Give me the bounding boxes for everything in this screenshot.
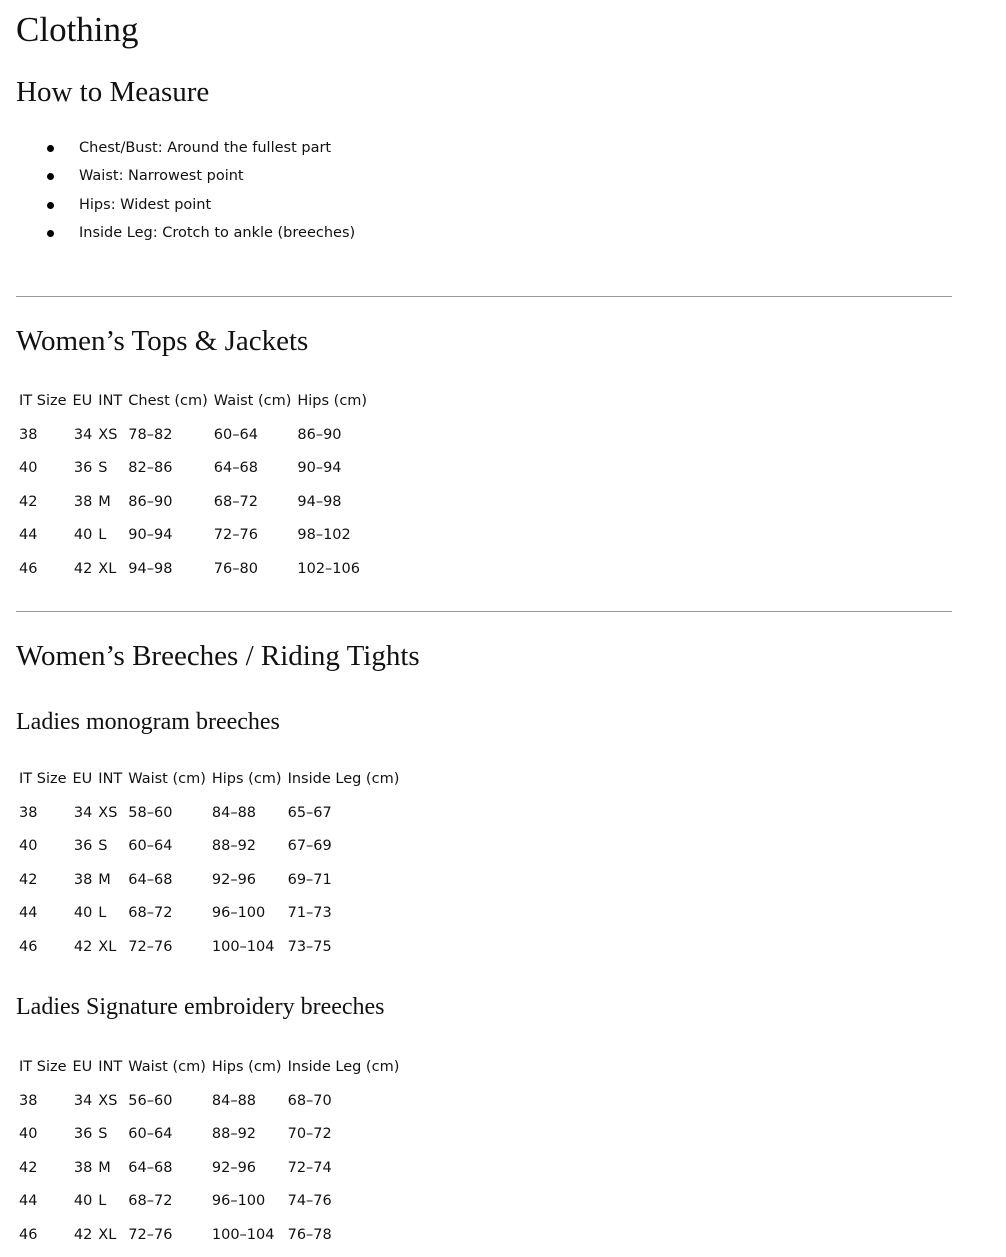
section-divider	[16, 296, 952, 297]
table-cell: 68–72	[128, 1193, 173, 1209]
table-cell: 86–90	[297, 426, 342, 443]
table-cell: L	[98, 905, 107, 921]
table-cell: 38	[73, 871, 93, 888]
table-cell: 86–90	[128, 493, 173, 510]
table-cell: 42	[73, 1226, 93, 1243]
monogram-breeches-heading: Ladies monogram breeches	[16, 709, 280, 735]
table-cell: 84–88	[211, 804, 257, 821]
table-cell: 82–86	[128, 460, 173, 476]
list-item: Hips: Widest point	[0, 191, 355, 219]
table-cell: S	[98, 838, 108, 854]
table-cell: 46	[19, 560, 38, 577]
column-header: IT Size	[19, 771, 67, 787]
table-row	[16, 452, 370, 486]
table-cell: 46	[19, 1226, 38, 1243]
tops-heading: Women’s Tops & Jackets	[16, 325, 309, 357]
table-cell: 64–68	[128, 1159, 173, 1176]
table-cell: XS	[98, 426, 118, 443]
table-header-row	[16, 385, 370, 419]
table-cell: M	[98, 871, 111, 888]
column-header: INT	[98, 1059, 123, 1075]
table-cell: 88–92	[211, 838, 257, 854]
table-cell: 84–88	[211, 1092, 257, 1109]
table-row	[16, 897, 402, 931]
table-cell: 40	[19, 460, 38, 476]
table-cell: 38	[73, 1159, 93, 1176]
table-cell: 36	[73, 838, 93, 854]
table-cell: 60–64	[213, 426, 258, 443]
column-header: Inside Leg (cm)	[287, 1059, 400, 1075]
table-cell: 73–75	[287, 938, 332, 955]
table-row	[16, 864, 402, 898]
table-cell: 60–64	[128, 838, 173, 854]
table-cell: 100–104	[211, 938, 275, 955]
table-cell: 69–71	[287, 871, 332, 888]
table-cell: 65–67	[287, 804, 332, 821]
bullet-icon	[47, 230, 54, 237]
column-header: Waist (cm)	[128, 771, 206, 787]
table-cell: 38	[19, 804, 38, 821]
table-cell: 40	[73, 905, 93, 921]
table-cell: 92–96	[211, 1159, 257, 1176]
table-cell: 38	[19, 1092, 38, 1109]
table-cell: 42	[19, 871, 38, 888]
table-cell: 72–74	[287, 1159, 332, 1176]
column-header: EU	[72, 393, 93, 409]
column-header: Waist (cm)	[128, 1059, 206, 1075]
table-cell: S	[98, 460, 108, 476]
table-cell: L	[98, 527, 107, 543]
table-cell: 78–82	[128, 426, 173, 443]
table-cell: 68–72	[213, 493, 258, 510]
table-cell: S	[98, 1126, 108, 1142]
tops-size-table	[16, 385, 370, 586]
table-cell: 42	[19, 1159, 38, 1176]
table-cell: 38	[19, 426, 38, 443]
table-cell: 40	[73, 1193, 93, 1209]
bullet-icon	[47, 145, 54, 152]
measure-list	[0, 134, 355, 247]
table-cell: 40	[19, 1126, 38, 1142]
table-header-row	[16, 1051, 402, 1085]
table-cell: 72–76	[128, 938, 173, 955]
signature-breeches-heading: Ladies Signature embroidery breeches	[16, 994, 385, 1020]
table-row	[16, 1085, 402, 1119]
column-header: Inside Leg (cm)	[287, 771, 400, 787]
table-cell: 40	[19, 838, 38, 854]
table-row	[16, 797, 402, 831]
table-row	[16, 553, 370, 587]
table-cell: XS	[98, 804, 118, 821]
table-cell: 76–78	[287, 1226, 332, 1243]
table-row	[16, 830, 402, 864]
table-cell: 68–70	[287, 1092, 332, 1109]
table-cell: 64–68	[128, 871, 173, 888]
table-row	[16, 486, 370, 520]
monogram-size-table	[16, 763, 402, 964]
table-cell: XS	[98, 1092, 118, 1109]
table-cell: 36	[73, 1126, 93, 1142]
table-cell: 58–60	[128, 804, 173, 821]
table-cell: 90–94	[128, 527, 173, 543]
column-header: Hips (cm)	[211, 771, 282, 787]
table-cell: 72–76	[213, 527, 258, 543]
table-cell: 68–72	[128, 905, 173, 921]
list-item: Inside Leg: Crotch to ankle (breeches)	[0, 219, 355, 247]
table-cell: 100–104	[211, 1226, 275, 1243]
table-cell: 94–98	[297, 493, 342, 510]
table-cell: 102–106	[297, 560, 360, 577]
signature-size-table	[16, 1051, 402, 1252]
table-cell: 94–98	[128, 560, 173, 577]
bullet-icon	[47, 173, 54, 180]
column-header: INT	[98, 393, 123, 409]
table-cell: 70–72	[287, 1126, 332, 1142]
table-cell: 74–76	[287, 1193, 332, 1209]
table-cell: 34	[73, 1092, 93, 1109]
table-cell: 72–76	[128, 1226, 173, 1243]
table-row	[16, 1185, 402, 1219]
table-cell: 92–96	[211, 871, 257, 888]
table-cell: 40	[73, 527, 93, 543]
table-cell: 90–94	[297, 460, 342, 476]
column-header: IT Size	[19, 393, 67, 409]
table-cell: 42	[73, 938, 93, 955]
column-header: EU	[72, 771, 93, 787]
column-header: INT	[98, 771, 123, 787]
table-cell: 96–100	[211, 905, 266, 921]
table-cell: 44	[19, 527, 38, 543]
table-cell: 76–80	[213, 560, 258, 577]
column-header: IT Size	[19, 1059, 67, 1075]
table-cell: 96–100	[211, 1193, 266, 1209]
table-cell: M	[98, 1159, 111, 1176]
how-to-measure-heading: How to Measure	[16, 76, 210, 108]
table-cell: 42	[19, 493, 38, 510]
table-cell: 44	[19, 905, 38, 921]
table-cell: 98–102	[297, 527, 351, 543]
column-header: Waist (cm)	[213, 393, 292, 409]
table-header-row	[16, 763, 402, 797]
breeches-heading: Women’s Breeches / Riding Tights	[16, 640, 420, 672]
table-cell: 34	[73, 804, 93, 821]
section-divider	[16, 611, 952, 612]
table-cell: XL	[98, 938, 117, 955]
column-header: Hips (cm)	[211, 1059, 282, 1075]
table-cell: 60–64	[128, 1126, 173, 1142]
table-cell: 38	[73, 493, 93, 510]
table-cell: 64–68	[213, 460, 258, 476]
table-row	[16, 931, 402, 965]
page-title: Clothing	[16, 10, 139, 49]
table-cell: 46	[19, 938, 38, 955]
list-item: Waist: Narrowest point	[0, 162, 355, 190]
table-cell: L	[98, 1193, 107, 1209]
table-cell: 67–69	[287, 838, 332, 854]
table-cell: 42	[73, 560, 93, 577]
table-cell: 36	[73, 460, 93, 476]
table-cell: XL	[98, 1226, 117, 1243]
table-cell: M	[98, 493, 111, 510]
table-cell: 56–60	[128, 1092, 173, 1109]
table-row	[16, 519, 370, 553]
table-row	[16, 419, 370, 453]
table-cell: 44	[19, 1193, 38, 1209]
list-item: Chest/Bust: Around the fullest part	[0, 134, 355, 162]
bullet-icon	[47, 202, 54, 209]
table-row	[16, 1219, 402, 1253]
table-cell: 71–73	[287, 905, 332, 921]
table-cell: 34	[73, 426, 93, 443]
column-header: Hips (cm)	[297, 393, 368, 409]
column-header: Chest (cm)	[128, 393, 208, 409]
table-row	[16, 1118, 402, 1152]
table-cell: 88–92	[211, 1126, 257, 1142]
column-header: EU	[72, 1059, 93, 1075]
table-row	[16, 1152, 402, 1186]
table-cell: XL	[98, 560, 117, 577]
